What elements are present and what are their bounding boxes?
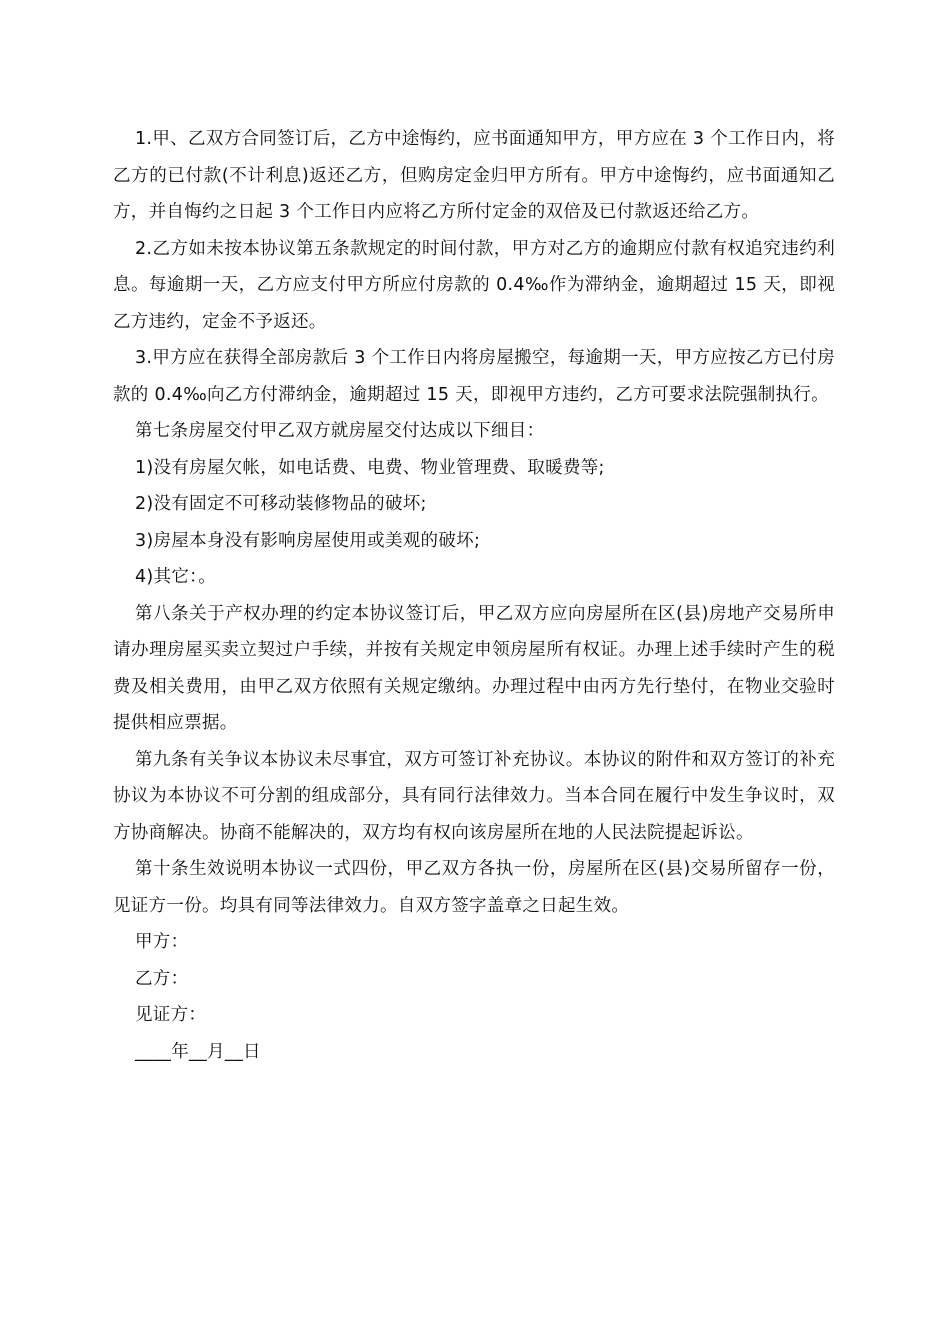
article-8-paragraph: 第八条关于产权办理的约定本协议签订后，甲乙双方应向房屋所在区(县)房地产交易所申请办理房屋买卖立契过户手续，并按有关规定申领房屋所有权证。办理上述手续时产生的税费及相关费用，由甲乙双方依照有关规定缴纳。办理过程中由丙方先行垫付，在物业交验时提供相应票据。 bbox=[113, 603, 835, 733]
date-line: ____年__月__日 bbox=[135, 1041, 261, 1062]
clause-paragraph-1: 1.甲、乙双方合同签订后，乙方中途悔约，应书面通知甲方，甲方应在 3 个工作日内，将乙方的已付款(不计利息)返还乙方，但购房定金归甲方所有。甲方中途悔约，应书面通知乙方，并自悔约之日起 3 个工作日内应将乙方所付定金的双倍及已付款返还给乙方。 bbox=[113, 129, 835, 222]
delivery-item-2: 2)没有固定不可移动装修物品的破坏; bbox=[135, 494, 427, 514]
document-body bbox=[113, 121, 835, 1070]
clause-paragraph-2: 2.乙方如未按本协议第五条款规定的时间付款，甲方对乙方的逾期应付款有权追究违约利息。每逾期一天，乙方应支付甲方所应付房款的 0.4‰作为滞纳金，逾期超过 15 天，即视乙方违约，定金不予返还。 bbox=[113, 238, 835, 332]
delivery-item-4: 4)其它：。 bbox=[135, 567, 217, 587]
delivery-item-3: 3)房屋本身没有影响房屋使用或美观的破坏; bbox=[135, 530, 481, 551]
article-10-paragraph: 第十条生效说明本协议一式四份，甲乙双方各执一份，房屋所在区(县)交易所留存一份，见证方一份。均具有同等法律效力。自双方签字盖章之日起生效。 bbox=[113, 859, 835, 916]
article-9-paragraph: 第九条有关争议本协议未尽事宜，双方可签订补充协议。本协议的附件和双方签订的补充协议为本协议不可分割的组成部分，具有同行法律效力。当本合同在履行中发生争议时，双方协商解决。协商不能解决的，双方均有权向该房屋所在地的人民法院提起诉讼。 bbox=[113, 749, 835, 843]
party-a-signature-line: 甲方： bbox=[135, 932, 189, 952]
party-b-signature-line: 乙方： bbox=[135, 968, 189, 989]
article-7-heading: 第七条房屋交付甲乙双方就房屋交付达成以下细目： bbox=[135, 421, 545, 441]
witness-signature-line: 见证方： bbox=[135, 1005, 207, 1025]
clause-paragraph-3: 3.甲方应在获得全部房款后 3 个工作日内将房屋搬空，每逾期一天，甲方应按乙方已付房款的 0.4‰向乙方付滞纳金，逾期超过 15 天，即视甲方违约，乙方可要求法院强制执行。 bbox=[113, 348, 835, 405]
delivery-item-1: 1)没有房屋欠帐，如电话费、电费、物业管理费、取暖费等; bbox=[135, 457, 605, 478]
